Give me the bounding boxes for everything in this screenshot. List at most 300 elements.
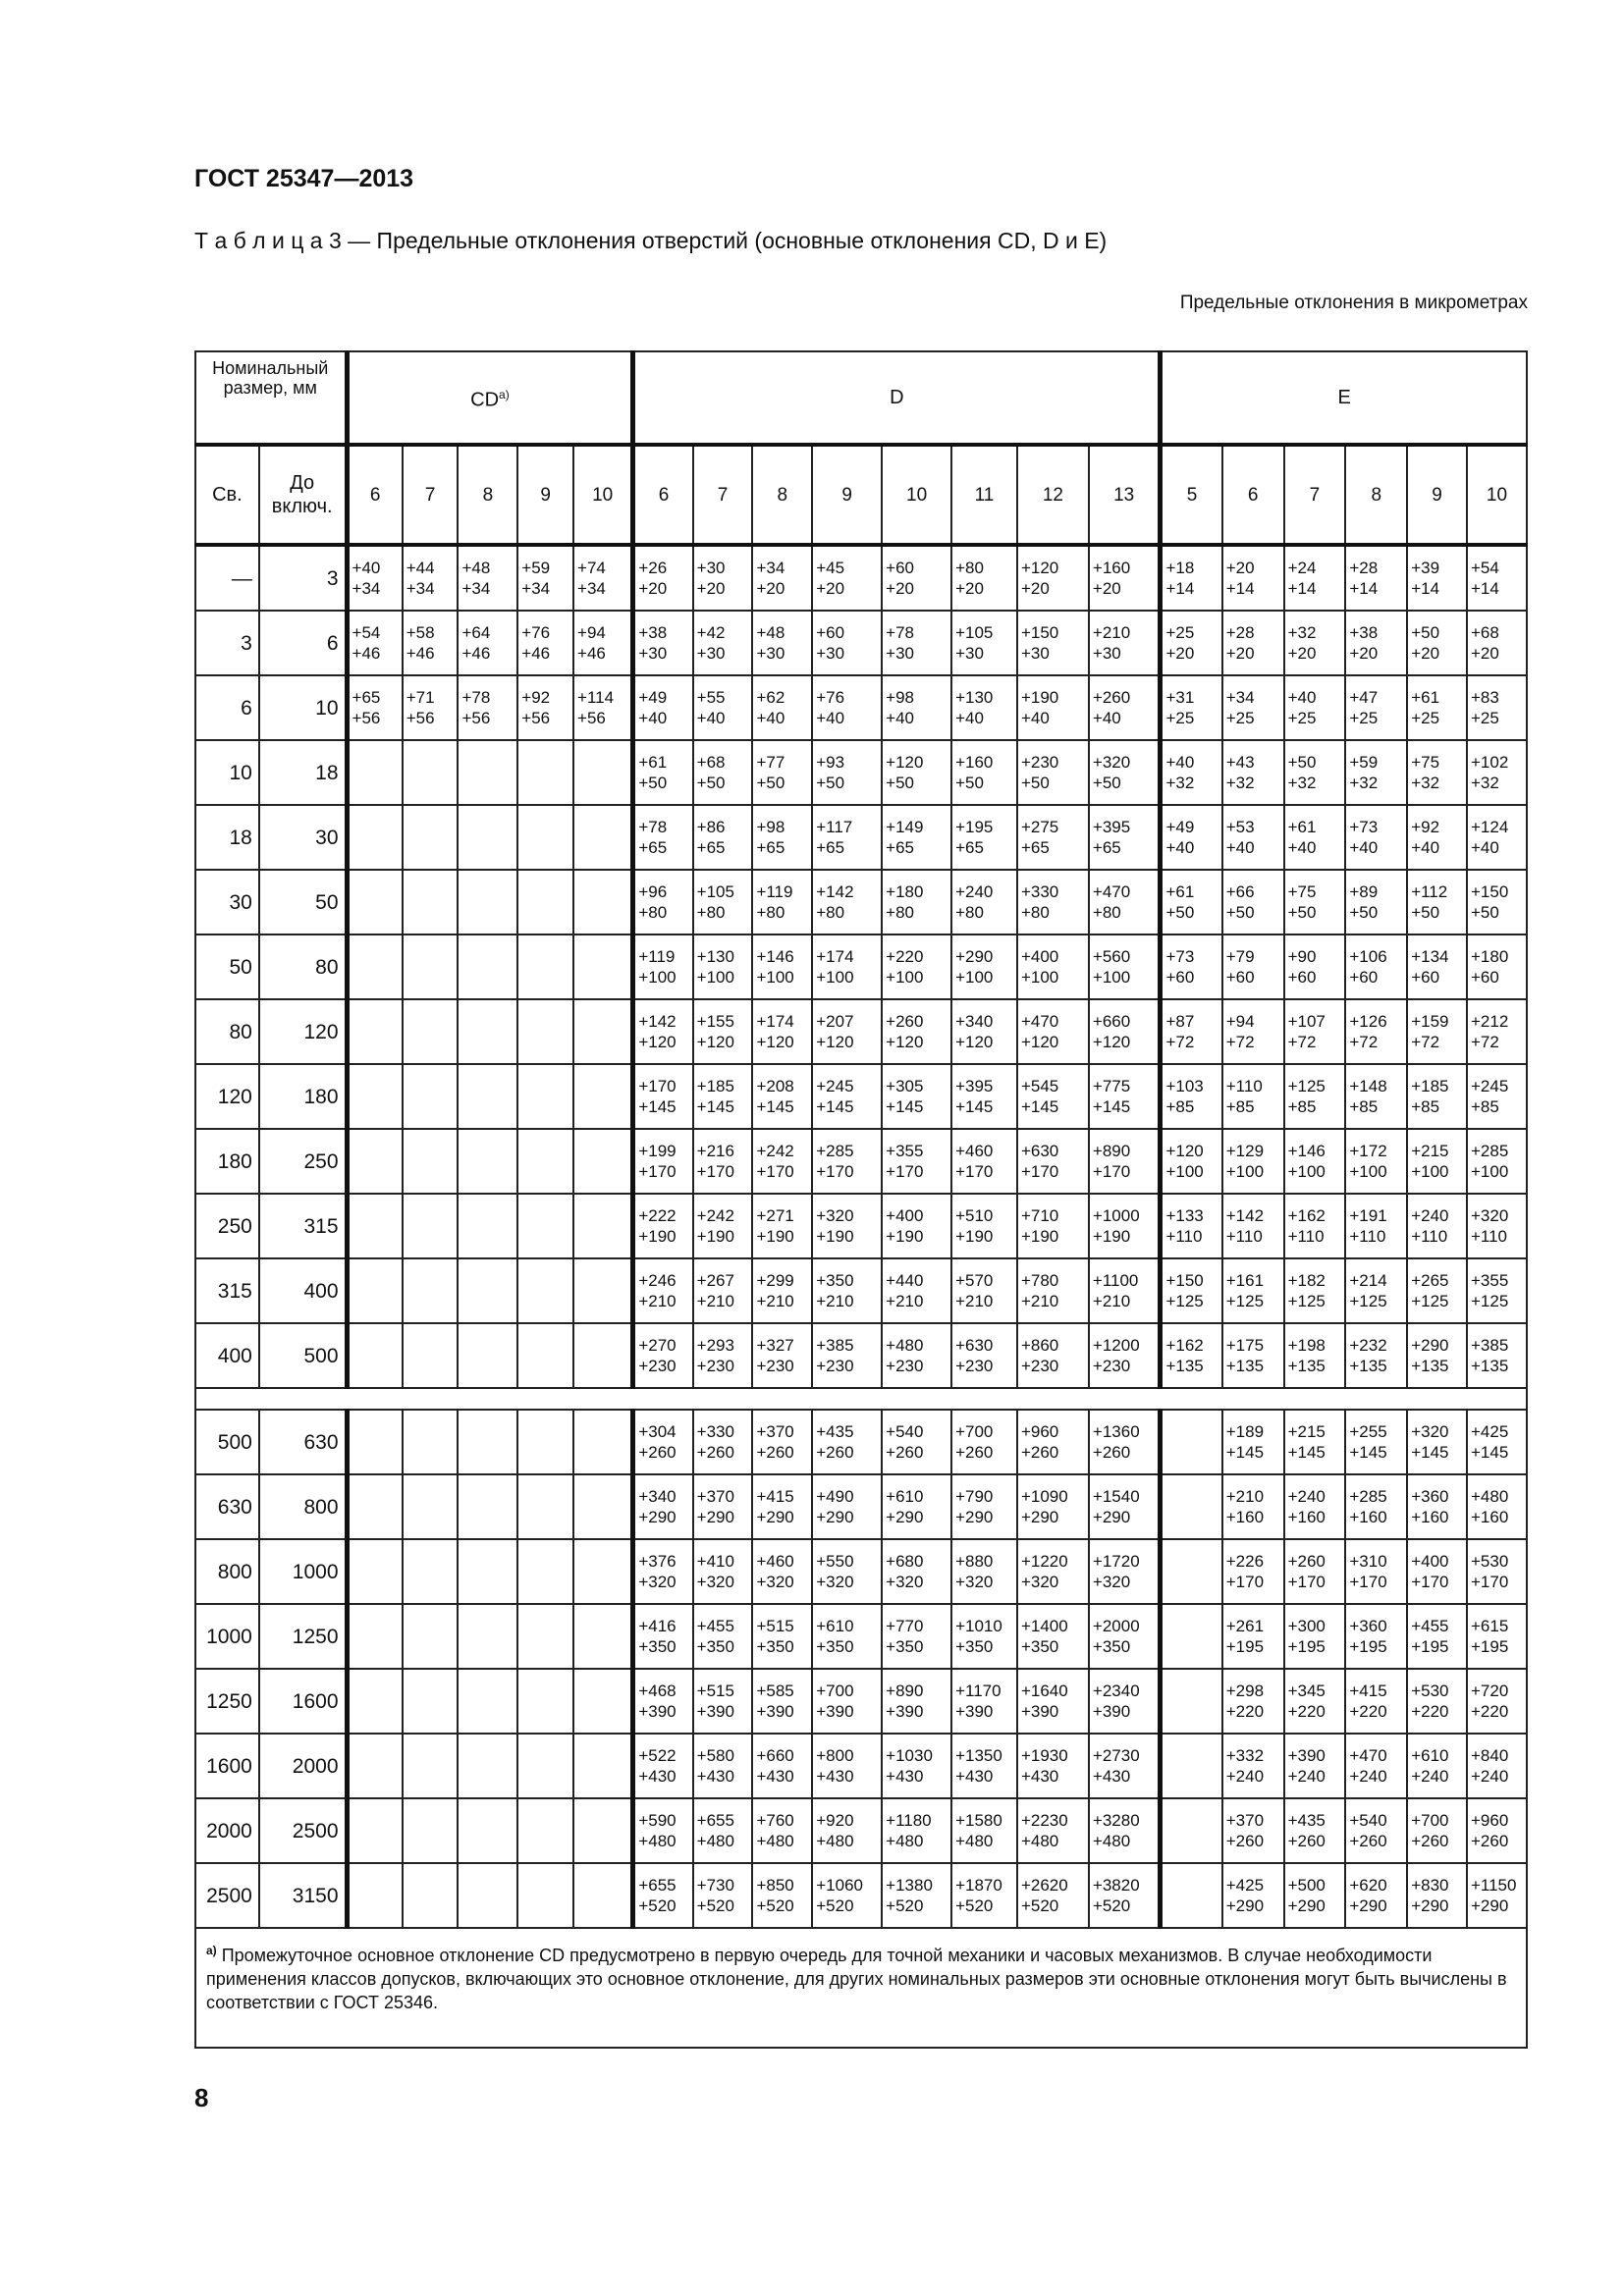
size-to-cell: 120 bbox=[259, 999, 347, 1064]
upper-deviation: +271 bbox=[756, 1206, 794, 1225]
upper-deviation: +75 bbox=[1287, 882, 1317, 901]
upper-deviation: +455 bbox=[1411, 1617, 1449, 1635]
deviation-cell-e bbox=[1161, 1410, 1222, 1474]
deviation-cell-e bbox=[1345, 934, 1407, 999]
lower-deviation: +50 bbox=[886, 774, 914, 792]
upper-deviation: +120 bbox=[886, 753, 924, 772]
lower-deviation: +56 bbox=[461, 709, 491, 727]
lower-deviation: +80 bbox=[638, 903, 668, 922]
lower-deviation: +120 bbox=[886, 1033, 924, 1051]
table-row bbox=[195, 1798, 1527, 1863]
deviation-cell-d bbox=[1089, 1258, 1161, 1323]
lower-deviation: +145 bbox=[816, 1097, 854, 1116]
lower-deviation: +120 bbox=[1092, 1033, 1131, 1051]
deviation-cell-cd bbox=[573, 1194, 633, 1258]
deviation-cell-e bbox=[1222, 1474, 1284, 1539]
deviation-cell-d bbox=[1017, 1669, 1089, 1734]
upper-deviation: +332 bbox=[1225, 1746, 1265, 1765]
upper-deviation: +230 bbox=[1020, 753, 1059, 772]
deviation-cell-cd bbox=[573, 1323, 633, 1388]
upper-deviation: +49 bbox=[1165, 818, 1195, 836]
lower-deviation: +260 bbox=[1470, 1832, 1509, 1850]
deviation-cell-e bbox=[1161, 611, 1222, 675]
upper-deviation: +540 bbox=[886, 1422, 924, 1441]
grade-header-d: 13 bbox=[1089, 445, 1161, 545]
lower-deviation: +230 bbox=[756, 1357, 794, 1375]
upper-deviation: +38 bbox=[1349, 623, 1379, 642]
deviation-cell-d bbox=[1089, 1863, 1161, 1928]
upper-deviation: +34 bbox=[756, 559, 785, 577]
size-to-cell: 80 bbox=[259, 934, 347, 999]
deviation-cell-d bbox=[951, 870, 1017, 934]
lower-deviation: +190 bbox=[1092, 1227, 1131, 1246]
deviation-cell-cd bbox=[573, 1129, 633, 1194]
lower-deviation: +50 bbox=[1225, 903, 1255, 922]
upper-deviation: +28 bbox=[1225, 623, 1255, 642]
lower-deviation: +50 bbox=[816, 774, 845, 792]
deviation-cell-d bbox=[633, 1323, 693, 1388]
upper-deviation: +30 bbox=[696, 559, 726, 577]
upper-deviation: +73 bbox=[1349, 818, 1379, 836]
deviation-cell-cd bbox=[458, 1258, 517, 1323]
upper-deviation: +162 bbox=[1165, 1336, 1204, 1355]
upper-deviation: +240 bbox=[1287, 1487, 1326, 1506]
deviation-cell-cd bbox=[347, 1669, 403, 1734]
lower-deviation: +100 bbox=[1349, 1162, 1387, 1181]
table-row bbox=[195, 611, 1527, 675]
lower-deviation: +72 bbox=[1470, 1033, 1499, 1051]
deviation-cell-e bbox=[1407, 870, 1467, 934]
lower-deviation: +290 bbox=[1092, 1508, 1131, 1526]
lower-deviation: +20 bbox=[1165, 644, 1195, 663]
upper-deviation: +93 bbox=[816, 753, 845, 772]
deviation-cell-d bbox=[951, 999, 1017, 1064]
deviation-cell-cd bbox=[347, 611, 403, 675]
table-row bbox=[195, 1258, 1527, 1323]
lower-deviation: +290 bbox=[1470, 1896, 1509, 1915]
upper-deviation: +2000 bbox=[1092, 1617, 1140, 1635]
upper-deviation: +61 bbox=[1411, 688, 1440, 707]
lower-deviation: +145 bbox=[886, 1097, 924, 1116]
deviation-cell-cd bbox=[458, 1129, 517, 1194]
deviation-cell-cd bbox=[517, 1669, 573, 1734]
upper-deviation: +680 bbox=[886, 1552, 924, 1571]
deviation-cell-cd bbox=[517, 1539, 573, 1604]
lower-deviation: +60 bbox=[1470, 968, 1499, 987]
deviation-cell-e bbox=[1161, 1734, 1222, 1798]
upper-deviation: +545 bbox=[1020, 1077, 1059, 1095]
lower-deviation: +160 bbox=[1470, 1508, 1509, 1526]
lower-deviation: +80 bbox=[955, 903, 984, 922]
deviation-cell-d bbox=[693, 740, 753, 805]
lower-deviation: +80 bbox=[1092, 903, 1121, 922]
deviation-cell-d bbox=[1017, 1604, 1089, 1669]
upper-deviation: +117 bbox=[816, 818, 853, 836]
upper-deviation: +1010 bbox=[955, 1617, 1002, 1635]
deviation-cell-e bbox=[1222, 934, 1284, 999]
lower-deviation: +170 bbox=[1470, 1573, 1509, 1591]
deviation-cell-cd bbox=[458, 1863, 517, 1928]
grade-header-cd: 7 bbox=[403, 445, 459, 545]
deviation-cell-d bbox=[812, 870, 882, 934]
upper-deviation: +260 bbox=[886, 1012, 924, 1031]
nominal-size-header: Номинальный размер, мм bbox=[195, 351, 347, 445]
lower-deviation: +220 bbox=[1287, 1702, 1326, 1721]
deviation-cell-e bbox=[1284, 870, 1346, 934]
deviation-cell-d bbox=[752, 1258, 812, 1323]
lower-deviation: +230 bbox=[816, 1357, 854, 1375]
deviation-cell-d bbox=[812, 934, 882, 999]
deviation-cell-cd bbox=[403, 1863, 459, 1928]
deviation-cell-d bbox=[882, 1410, 951, 1474]
upper-deviation: +775 bbox=[1092, 1077, 1131, 1095]
deviation-cell-d bbox=[1089, 675, 1161, 740]
upper-deviation: +1720 bbox=[1092, 1552, 1140, 1571]
deviation-cell-d bbox=[752, 1474, 812, 1539]
lower-deviation: +390 bbox=[1092, 1702, 1131, 1721]
upper-deviation: +105 bbox=[696, 882, 734, 901]
upper-deviation: +270 bbox=[638, 1336, 677, 1355]
deviation-cell-d bbox=[1017, 1064, 1089, 1129]
deviation-cell-cd bbox=[347, 1734, 403, 1798]
deviation-cell-e bbox=[1284, 999, 1346, 1064]
lower-deviation: +100 bbox=[1165, 1162, 1204, 1181]
deviation-cell-d bbox=[882, 1064, 951, 1129]
deviation-cell-d bbox=[752, 1798, 812, 1863]
lower-deviation: +135 bbox=[1165, 1357, 1204, 1375]
upper-deviation: +425 bbox=[1470, 1422, 1509, 1441]
deviation-cell-cd bbox=[573, 1604, 633, 1669]
lower-deviation: +110 bbox=[1287, 1227, 1325, 1246]
deviation-cell-cd bbox=[517, 999, 573, 1064]
deviation-cell-e bbox=[1345, 1669, 1407, 1734]
deviation-cell-d bbox=[1089, 1604, 1161, 1669]
lower-deviation: +40 bbox=[756, 709, 785, 727]
lower-deviation: +14 bbox=[1349, 579, 1379, 598]
deviation-cell-d bbox=[951, 1474, 1017, 1539]
lower-deviation: +60 bbox=[1225, 968, 1255, 987]
deviation-cell-d bbox=[1089, 999, 1161, 1064]
lower-deviation: +30 bbox=[955, 644, 984, 663]
size-to-cell: 6 bbox=[259, 611, 347, 675]
lower-deviation: +65 bbox=[1020, 838, 1050, 857]
upper-deviation: +79 bbox=[1225, 947, 1255, 966]
deviation-cell-e bbox=[1161, 999, 1222, 1064]
lower-deviation: +40 bbox=[1470, 838, 1499, 857]
upper-deviation: +630 bbox=[1020, 1142, 1059, 1160]
lower-deviation: +46 bbox=[577, 644, 606, 663]
lower-deviation: +290 bbox=[1225, 1896, 1265, 1915]
deviation-cell-cd bbox=[517, 611, 573, 675]
size-to-cell: 18 bbox=[259, 740, 347, 805]
upper-deviation: +470 bbox=[1092, 882, 1131, 901]
deviation-cell-cd bbox=[347, 1474, 403, 1539]
upper-deviation: +96 bbox=[638, 882, 668, 901]
deviation-cell-e bbox=[1467, 1669, 1527, 1734]
deviation-cell-e bbox=[1345, 999, 1407, 1064]
deviation-cell-d bbox=[633, 1258, 693, 1323]
upper-deviation: +215 bbox=[1287, 1422, 1326, 1441]
deviation-cell-e bbox=[1467, 545, 1527, 611]
table-row bbox=[195, 1194, 1527, 1258]
lower-deviation: +34 bbox=[461, 579, 491, 598]
upper-deviation: +435 bbox=[1287, 1811, 1326, 1830]
upper-deviation: +146 bbox=[756, 947, 794, 966]
deviation-cell-cd bbox=[517, 1194, 573, 1258]
lower-deviation: +14 bbox=[1287, 579, 1317, 598]
upper-deviation: +170 bbox=[638, 1077, 677, 1095]
units-note: Предельные отклонения в микрометрах bbox=[1179, 293, 1528, 313]
upper-deviation: +190 bbox=[1020, 688, 1059, 707]
deviation-cell-cd bbox=[403, 1064, 459, 1129]
deviation-cell-d bbox=[1017, 1539, 1089, 1604]
size-to-cell: 50 bbox=[259, 870, 347, 934]
size-from-cell: 30 bbox=[195, 870, 259, 934]
lower-deviation: +190 bbox=[1020, 1227, 1059, 1246]
deviation-cell-d bbox=[752, 740, 812, 805]
deviation-cell-d bbox=[633, 1474, 693, 1539]
deviation-cell-e bbox=[1345, 805, 1407, 870]
deviation-cell-e bbox=[1345, 1734, 1407, 1798]
lower-deviation: +160 bbox=[1411, 1508, 1449, 1526]
lower-deviation: +56 bbox=[577, 709, 606, 727]
deviation-cell-e bbox=[1161, 740, 1222, 805]
size-from-cell: 630 bbox=[195, 1474, 259, 1539]
deviation-cell-d bbox=[633, 1129, 693, 1194]
upper-deviation: +214 bbox=[1349, 1271, 1387, 1290]
deviation-cell-e bbox=[1161, 1863, 1222, 1928]
deviation-cell-d bbox=[633, 740, 693, 805]
deviation-cell-e bbox=[1467, 611, 1527, 675]
deviation-cell-e bbox=[1407, 1129, 1467, 1194]
upper-deviation: +2730 bbox=[1092, 1746, 1140, 1765]
upper-deviation: +53 bbox=[1225, 818, 1255, 836]
deviation-cell-cd bbox=[517, 1798, 573, 1863]
lower-deviation: +14 bbox=[1165, 579, 1195, 598]
table-row bbox=[195, 1734, 1527, 1798]
upper-deviation: +68 bbox=[696, 753, 726, 772]
upper-deviation: +395 bbox=[1092, 818, 1131, 836]
upper-deviation: +700 bbox=[955, 1422, 994, 1441]
deviation-cell-d bbox=[812, 1410, 882, 1474]
lower-deviation: +20 bbox=[816, 579, 845, 598]
deviation-cell-d bbox=[752, 675, 812, 740]
lower-deviation: +190 bbox=[955, 1227, 994, 1246]
grade-header-d: 10 bbox=[882, 445, 951, 545]
upper-deviation: +320 bbox=[1470, 1206, 1509, 1225]
upper-deviation: +49 bbox=[638, 688, 668, 707]
deviation-cell-cd bbox=[517, 934, 573, 999]
deviation-cell-d bbox=[812, 1129, 882, 1194]
lower-deviation: +240 bbox=[1411, 1767, 1449, 1786]
lower-deviation: +32 bbox=[1225, 774, 1255, 792]
upper-deviation: +65 bbox=[352, 688, 381, 707]
upper-deviation: +25 bbox=[1165, 623, 1195, 642]
deviation-cell-cd bbox=[347, 1863, 403, 1928]
lower-deviation: +65 bbox=[696, 838, 726, 857]
deviation-cell-d bbox=[633, 1669, 693, 1734]
size-to-cell: 2500 bbox=[259, 1798, 347, 1863]
deviation-cell-d bbox=[752, 934, 812, 999]
upper-deviation: +220 bbox=[886, 947, 924, 966]
upper-deviation: +400 bbox=[886, 1206, 924, 1225]
upper-deviation: +610 bbox=[1411, 1746, 1449, 1765]
upper-deviation: +330 bbox=[696, 1422, 734, 1441]
lower-deviation: +34 bbox=[406, 579, 435, 598]
lower-deviation: +290 bbox=[1287, 1896, 1326, 1915]
deviation-cell-d bbox=[1089, 1539, 1161, 1604]
deviation-cell-cd bbox=[347, 1129, 403, 1194]
upper-deviation: +50 bbox=[1287, 753, 1317, 772]
deviation-cell-e bbox=[1284, 1798, 1346, 1863]
upper-deviation: +212 bbox=[1470, 1012, 1509, 1031]
lower-deviation: +20 bbox=[955, 579, 984, 598]
deviation-cell-e bbox=[1407, 805, 1467, 870]
deviation-cell-e bbox=[1222, 870, 1284, 934]
lower-deviation: +65 bbox=[816, 838, 845, 857]
lower-deviation: +50 bbox=[1470, 903, 1499, 922]
upper-deviation: +355 bbox=[886, 1142, 924, 1160]
deviation-cell-e bbox=[1222, 1734, 1284, 1798]
lower-deviation: +290 bbox=[638, 1508, 677, 1526]
deviation-cell-e bbox=[1161, 1474, 1222, 1539]
lower-deviation: +480 bbox=[696, 1832, 734, 1850]
lower-deviation: +125 bbox=[1470, 1292, 1509, 1310]
deviation-cell-cd bbox=[573, 1539, 633, 1604]
deviation-cell-e bbox=[1467, 1129, 1527, 1194]
deviation-cell-d bbox=[693, 1734, 753, 1798]
lower-deviation: +50 bbox=[638, 774, 668, 792]
upper-deviation: +376 bbox=[638, 1552, 677, 1571]
deviation-cell-d bbox=[752, 1194, 812, 1258]
deviation-cell-d bbox=[882, 1129, 951, 1194]
lower-deviation: +34 bbox=[577, 579, 606, 598]
deviation-cell-cd bbox=[573, 870, 633, 934]
deviation-cell-cd bbox=[573, 1863, 633, 1928]
upper-deviation: +240 bbox=[1411, 1206, 1449, 1225]
deviation-cell-d bbox=[693, 999, 753, 1064]
lower-deviation: +170 bbox=[1287, 1573, 1326, 1591]
grade-header-e: 8 bbox=[1345, 445, 1407, 545]
deviation-cell-cd bbox=[403, 1323, 459, 1388]
lower-deviation: +46 bbox=[352, 644, 381, 663]
lower-deviation: +56 bbox=[352, 709, 381, 727]
lower-deviation: +72 bbox=[1349, 1033, 1379, 1051]
upper-deviation: +92 bbox=[521, 688, 551, 707]
upper-deviation: +175 bbox=[1225, 1336, 1265, 1355]
deviation-cell-cd bbox=[403, 545, 459, 611]
deviation-cell-d bbox=[633, 1863, 693, 1928]
deviation-cell-d bbox=[752, 1669, 812, 1734]
deviation-cell-cd bbox=[347, 805, 403, 870]
table-row bbox=[195, 740, 1527, 805]
deviation-cell-d bbox=[752, 1129, 812, 1194]
deviation-cell-e bbox=[1407, 1258, 1467, 1323]
size-from-cell: 180 bbox=[195, 1129, 259, 1194]
lower-deviation: +20 bbox=[1411, 644, 1440, 663]
upper-deviation: +42 bbox=[696, 623, 726, 642]
deviation-cell-d bbox=[1089, 1734, 1161, 1798]
lower-deviation: +320 bbox=[955, 1573, 994, 1591]
upper-deviation: +615 bbox=[1470, 1617, 1509, 1635]
lower-deviation: +430 bbox=[638, 1767, 677, 1786]
deviation-cell-e bbox=[1345, 611, 1407, 675]
lower-deviation: +50 bbox=[1165, 903, 1195, 922]
lower-deviation: +220 bbox=[1349, 1702, 1387, 1721]
lower-deviation: +14 bbox=[1470, 579, 1499, 598]
deviation-cell-d bbox=[951, 1798, 1017, 1863]
upper-deviation: +285 bbox=[1349, 1487, 1387, 1506]
lower-deviation: +20 bbox=[1470, 644, 1499, 663]
to-header: До включ. bbox=[259, 445, 347, 545]
upper-deviation: +460 bbox=[756, 1552, 794, 1571]
deviation-cell-d bbox=[882, 1194, 951, 1258]
deviation-cell-e bbox=[1284, 1064, 1346, 1129]
lower-deviation: +34 bbox=[521, 579, 551, 598]
upper-deviation: +290 bbox=[1411, 1336, 1449, 1355]
deviation-cell-d bbox=[812, 1539, 882, 1604]
size-to-cell: 180 bbox=[259, 1064, 347, 1129]
lower-deviation: +25 bbox=[1349, 709, 1379, 727]
deviation-cell-d bbox=[1089, 1474, 1161, 1539]
size-from-cell: 2500 bbox=[195, 1863, 259, 1928]
deviation-cell-cd bbox=[517, 1258, 573, 1323]
upper-deviation: +40 bbox=[1287, 688, 1317, 707]
upper-deviation: +48 bbox=[756, 623, 785, 642]
deviation-cell-e bbox=[1222, 740, 1284, 805]
upper-deviation: +470 bbox=[1349, 1746, 1387, 1765]
upper-deviation: +261 bbox=[1225, 1617, 1265, 1635]
upper-deviation: +480 bbox=[886, 1336, 924, 1355]
upper-deviation: +330 bbox=[1020, 882, 1059, 901]
lower-deviation: +170 bbox=[955, 1162, 994, 1181]
upper-deviation: +1640 bbox=[1020, 1682, 1068, 1700]
lower-deviation: +210 bbox=[816, 1292, 854, 1310]
lower-deviation: +260 bbox=[1225, 1832, 1265, 1850]
upper-deviation: +20 bbox=[1225, 559, 1255, 577]
lower-deviation: +290 bbox=[1020, 1508, 1059, 1526]
deviation-cell-d bbox=[693, 611, 753, 675]
lower-deviation: +120 bbox=[955, 1033, 994, 1051]
deviation-cell-d bbox=[1089, 1798, 1161, 1863]
upper-deviation: +1000 bbox=[1092, 1206, 1140, 1225]
deviation-cell-cd bbox=[517, 1604, 573, 1669]
deviation-cell-d bbox=[882, 611, 951, 675]
lower-deviation: +100 bbox=[955, 968, 994, 987]
lower-deviation: +65 bbox=[756, 838, 785, 857]
deviation-cell-e bbox=[1222, 1064, 1284, 1129]
grade-header-d: 6 bbox=[633, 445, 693, 545]
deviation-cell-e bbox=[1467, 1863, 1527, 1928]
lower-deviation: +40 bbox=[1349, 838, 1379, 857]
upper-deviation: +114 bbox=[577, 688, 615, 707]
deviation-cell-cd bbox=[458, 1539, 517, 1604]
lower-deviation: +520 bbox=[816, 1896, 854, 1915]
lower-deviation: +290 bbox=[756, 1508, 794, 1526]
size-from-cell: 10 bbox=[195, 740, 259, 805]
lower-deviation: +350 bbox=[638, 1637, 677, 1656]
size-to-cell: 1600 bbox=[259, 1669, 347, 1734]
deviation-cell-e bbox=[1222, 1863, 1284, 1928]
deviation-cell-e bbox=[1407, 1863, 1467, 1928]
deviation-cell-cd bbox=[458, 1194, 517, 1258]
deviation-cell-d bbox=[1089, 1323, 1161, 1388]
lower-deviation: +260 bbox=[1287, 1832, 1326, 1850]
lower-deviation: +350 bbox=[955, 1637, 994, 1656]
deviation-cell-cd bbox=[458, 1734, 517, 1798]
deviation-cell-cd bbox=[517, 1410, 573, 1474]
upper-deviation: +416 bbox=[638, 1617, 677, 1635]
